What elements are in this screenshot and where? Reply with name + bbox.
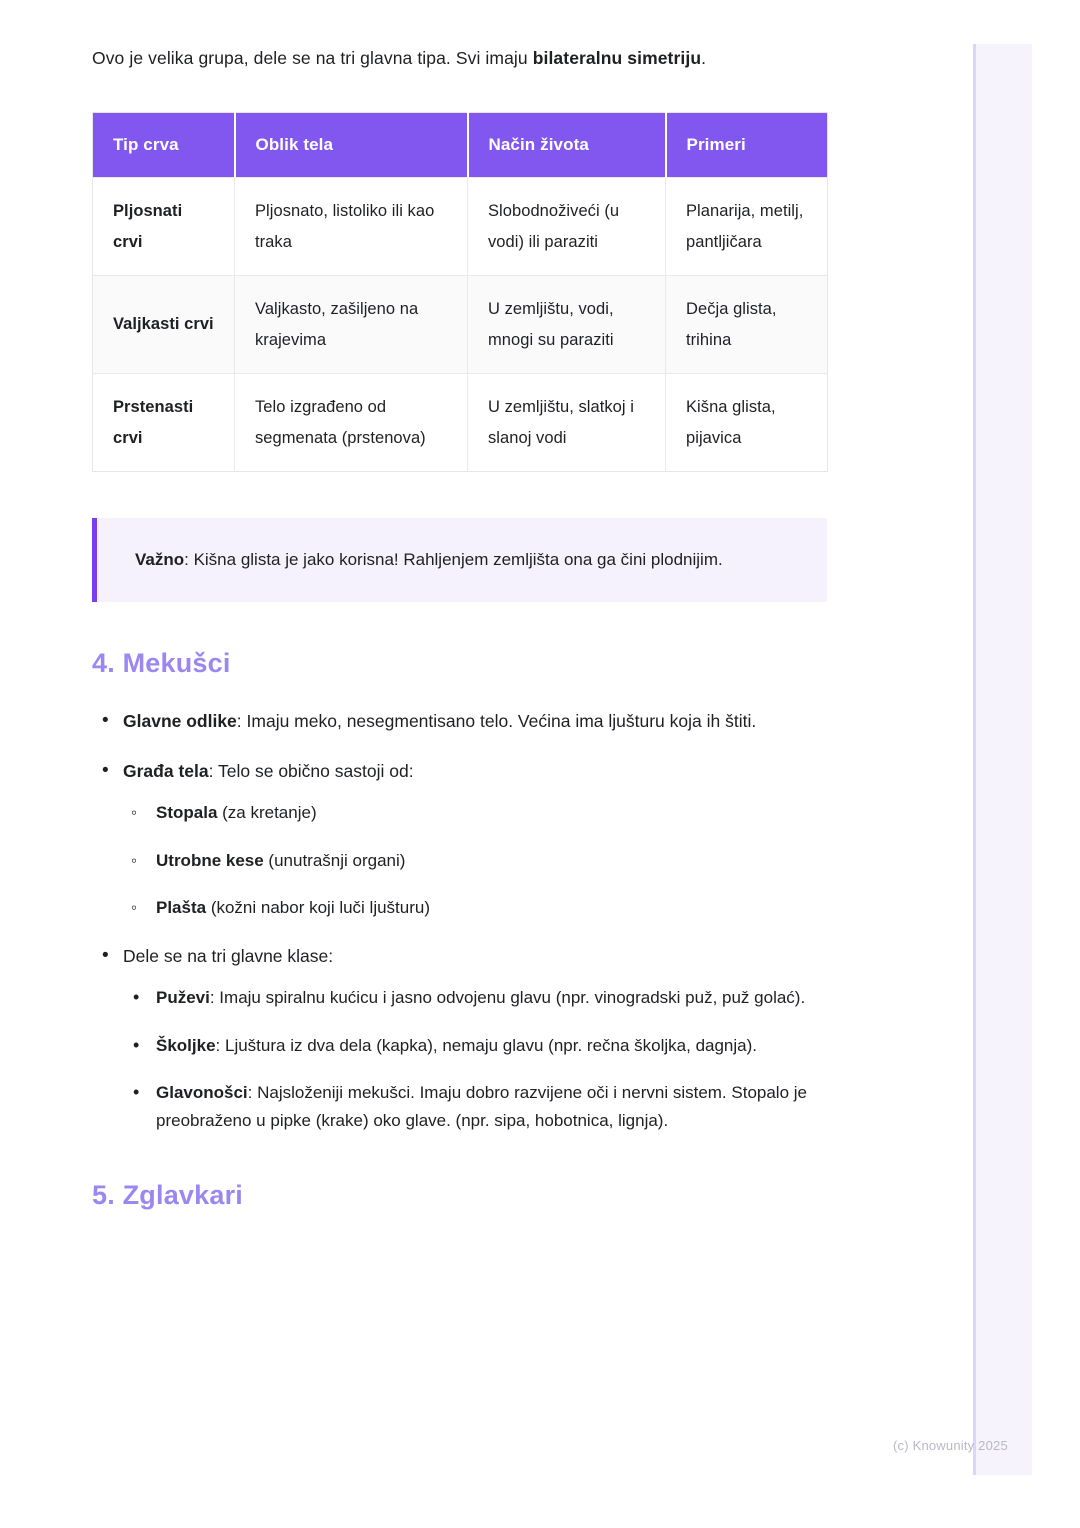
list-item-body: : Imaju meko, nesegmentisano telo. Većina ima ljušturu koja ih štiti. — [236, 710, 757, 731]
list-item-text — [156, 847, 881, 875]
list-item — [92, 757, 881, 922]
list-item — [92, 942, 881, 1134]
intro-paragraph — [92, 44, 881, 72]
copyright-watermark: (c) Knowunity 2025 — [893, 1438, 1008, 1453]
intro-text-after: . — [701, 48, 707, 68]
list-item-text — [123, 942, 881, 970]
column-header-nacin-zivota: Način života — [468, 113, 666, 178]
list-item — [123, 799, 881, 827]
list-item-bold: Puževi — [156, 988, 210, 1008]
table-row — [93, 178, 828, 276]
table-header-row — [93, 113, 828, 178]
cell-examples: Kišna glista, pijavica — [666, 374, 828, 472]
list-item-text — [123, 707, 881, 735]
list-item-body: (unutrašnji organi) — [263, 850, 406, 870]
cell-shape: Telo izgrađeno od segmenata (prstenova) — [235, 374, 468, 472]
cell-lifestyle: U zemljištu, vodi, mnogi su paraziti — [468, 276, 666, 374]
list-item — [123, 1079, 881, 1134]
callout-text — [135, 544, 793, 575]
cell-shape: Pljosnato, listoliko ili kao traka — [235, 178, 468, 276]
important-callout — [92, 518, 827, 601]
list-item-body: (za kretanje) — [217, 803, 317, 823]
list-item-text — [156, 799, 881, 827]
klase-sublist — [123, 984, 881, 1134]
grada-tela-sublist — [123, 799, 881, 922]
cell-examples: Dečja glista, trihina — [666, 276, 828, 374]
decorative-side-panel — [973, 44, 1032, 1475]
intro-text-before: Ovo je velika grupa, dele se na tri glavna tipa. Svi imaju — [92, 48, 533, 68]
list-item-body: : Telo se obično sastoji od: — [208, 760, 414, 781]
list-item-bold: Stopala — [156, 803, 218, 823]
list-item — [123, 984, 881, 1012]
section-heading-zglavkari: 5. Zglavkari — [92, 1180, 243, 1211]
column-header-primeri: Primeri — [666, 113, 828, 178]
cell-examples: Planarija, metilj, pantljičara — [666, 178, 828, 276]
list-item-text — [156, 1032, 881, 1060]
list-item-text — [156, 984, 881, 1012]
list-item — [123, 847, 881, 875]
callout-label: Važno — [135, 550, 185, 570]
cell-type: Prstenasti crvi — [93, 374, 235, 472]
callout-body: : Kišna glista je jako korisna! Rahljenjem zemljišta ona ga čini plodnijim. — [184, 550, 723, 570]
cell-shape: Valjkasto, zašiljeno na krajevima — [235, 276, 468, 374]
worm-types-table — [92, 112, 828, 472]
list-item-text — [123, 757, 881, 785]
table-row — [93, 276, 828, 374]
cell-type: Pljosnati crvi — [93, 178, 235, 276]
list-item-bold: Glavne odlike — [123, 710, 237, 731]
list-item-bold: Plašta — [156, 898, 207, 918]
list-item-text — [156, 1079, 881, 1134]
section-heading-mekusci: 4. Mekušci — [92, 647, 231, 678]
list-item-bold: Glavonošci — [156, 1083, 248, 1103]
list-item-body: : Ljuštura iz dva dela (kapka), nemaju glavu (npr. rečna školjka, dagnja). — [215, 1035, 757, 1055]
list-item-body: : Imaju spiralnu kućicu i jasno odvojenu glavu (npr. vinogradski puž, puž golać). — [209, 988, 806, 1008]
table-row — [93, 374, 828, 472]
intro-bold-term: bilateralnu simetriju — [532, 48, 702, 68]
list-item-body: Dele se na tri glavne klase: — [123, 945, 334, 966]
list-item — [92, 707, 881, 735]
list-item-body: : Najsloženiji mekušci. Imaju dobro razvijene oči i nervni sistem. Stopalo je preobraženo u pipke (krake) oko glave. (npr. sipa, hobotnica, lignja). — [156, 1083, 807, 1130]
cell-type: Valjkasti crvi — [93, 276, 235, 374]
column-header-tip-crva: Tip crva — [93, 113, 235, 178]
column-header-oblik-tela: Oblik tela — [235, 113, 468, 178]
list-item-bold: Građa tela — [123, 760, 209, 781]
list-item-text — [156, 894, 881, 922]
cell-lifestyle: Slobodnoživeći (u vodi) ili paraziti — [468, 178, 666, 276]
list-item-body: (kožni nabor koji luči ljušturu) — [206, 898, 431, 918]
list-item — [123, 894, 881, 922]
cell-lifestyle: U zemljištu, slatkoj i slanoj vodi — [468, 374, 666, 472]
list-item — [123, 1032, 881, 1060]
list-item-bold: Školjke — [156, 1035, 216, 1055]
list-item-bold: Utrobne kese — [156, 850, 264, 870]
mekusci-list — [92, 707, 881, 1135]
